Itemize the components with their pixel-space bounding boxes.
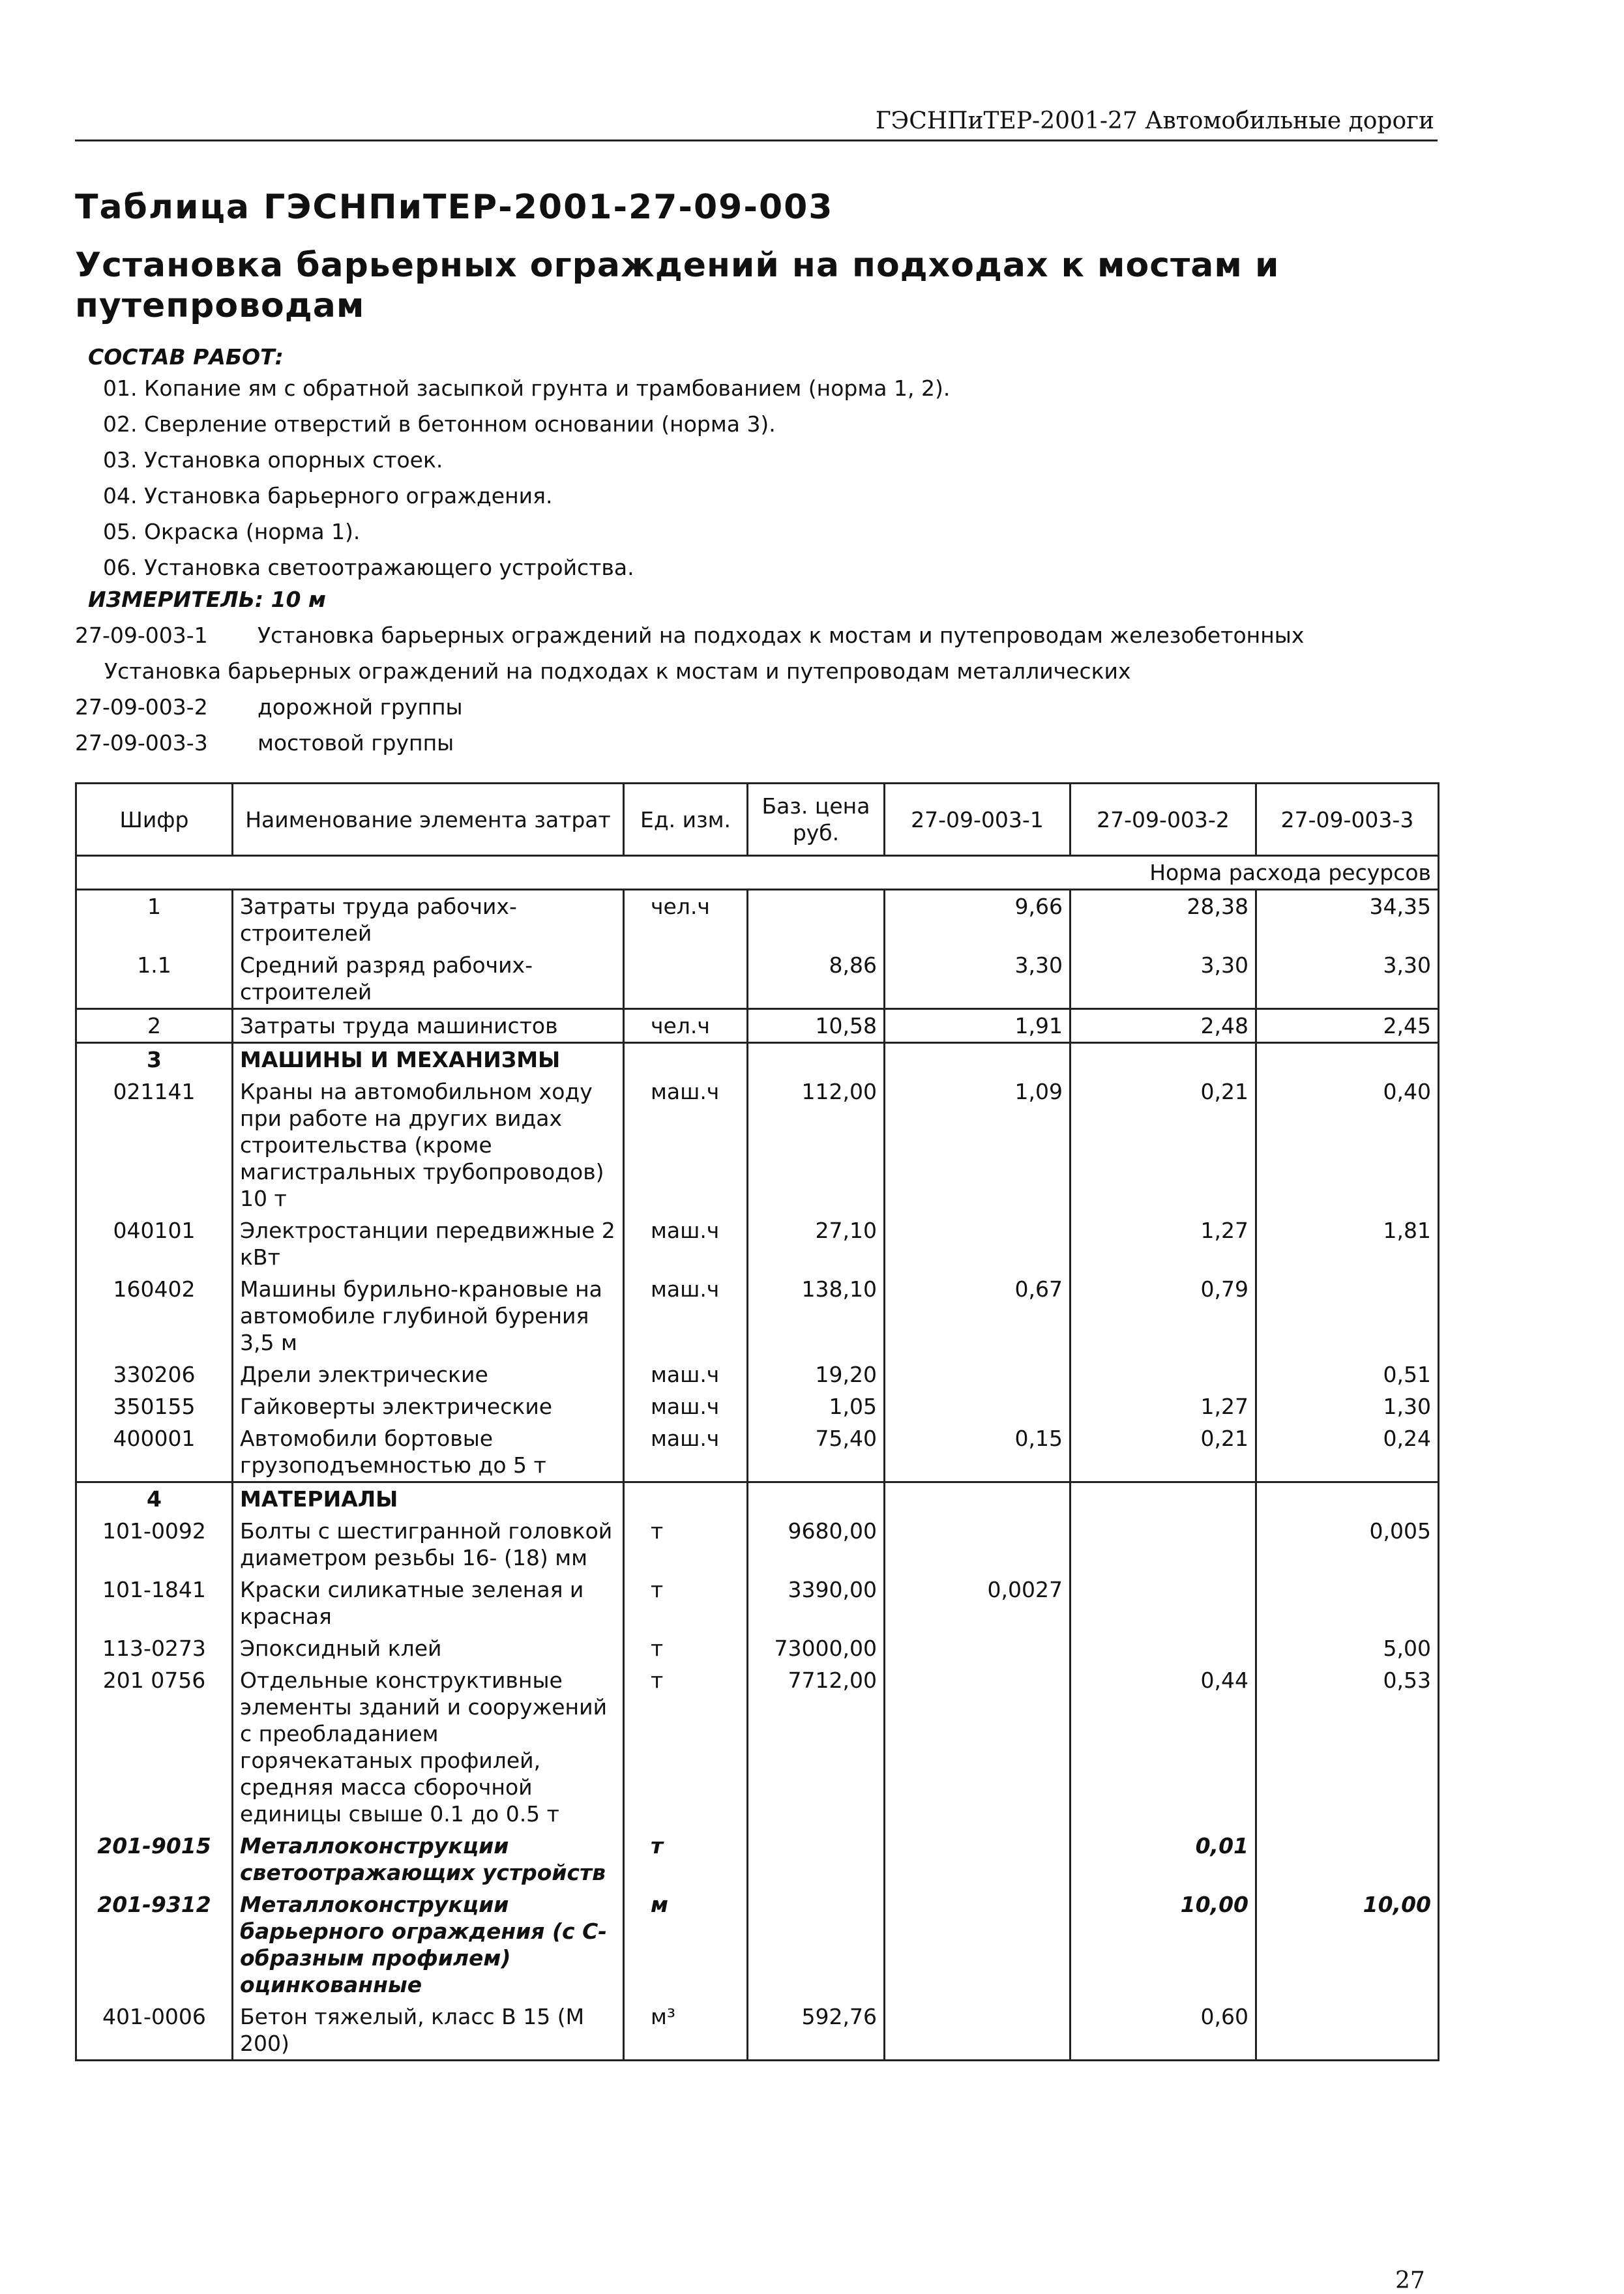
work-item: 02. Сверление отверстий в бетонном основании (норма 3). — [103, 411, 776, 437]
cell-norm-2: 10,00 — [1070, 1889, 1256, 2001]
col-header-norm-1: 27-09-003-1 — [885, 784, 1070, 856]
cell-unit: т — [624, 1664, 748, 1830]
cell-norm-3: 2,45 — [1256, 1009, 1439, 1043]
cell-code: 040101 — [76, 1214, 233, 1273]
cell-price: 3390,00 — [748, 1574, 885, 1632]
table-row — [76, 1632, 1439, 1664]
col-header-unit: Ед. изм. — [624, 784, 748, 856]
header-divider — [75, 140, 1438, 141]
table-row — [76, 1830, 1439, 1889]
work-item: 01. Копание ям с обратной засыпкой грунта и трамбованием (норма 1, 2). — [103, 375, 951, 401]
cell-norm-3: 34,35 — [1256, 890, 1439, 950]
cell-unit: м — [624, 1889, 748, 2001]
cell-code: 400001 — [76, 1422, 233, 1482]
cell-norm-3: 5,00 — [1256, 1632, 1439, 1664]
cell-norm-1 — [885, 1214, 1070, 1273]
cell-name: Гайковерты электрические — [233, 1390, 624, 1422]
cell-code: 4 — [76, 1482, 233, 1516]
table-row — [76, 1889, 1439, 2001]
work-item: 03. Установка опорных стоек. — [103, 447, 443, 473]
cell-norm-2: 3,30 — [1070, 949, 1256, 1009]
cell-unit: м³ — [624, 2001, 748, 2061]
cell-unit: чел.ч — [624, 1009, 748, 1043]
table-subtitle: Установка барьерных ограждений на подходах к мостам и путепроводам — [75, 246, 1280, 325]
cell-norm-1: 3,30 — [885, 949, 1070, 1009]
work-item: 05. Окраска (норма 1). — [103, 519, 361, 544]
norm-2-text: дорожной группы — [258, 694, 463, 720]
cell-norm-2 — [1070, 1359, 1256, 1390]
cell-norm-1 — [885, 1889, 1070, 2001]
cell-norm-2 — [1070, 1515, 1256, 1574]
col-header-norm-2: 27-09-003-2 — [1070, 784, 1256, 856]
table-row — [76, 949, 1439, 1009]
cell-unit: маш.ч — [624, 1422, 748, 1482]
cell-norm-1 — [885, 1043, 1070, 1076]
cell-norm-1 — [885, 1390, 1070, 1422]
table-row — [76, 1009, 1439, 1043]
cell-code: 1 — [76, 890, 233, 950]
cell-price: 1,05 — [748, 1390, 885, 1422]
table-row — [76, 1076, 1439, 1214]
table-row — [76, 1574, 1439, 1632]
cell-price: 138,10 — [748, 1273, 885, 1359]
cell-norm-1: 9,66 — [885, 890, 1070, 950]
cell-unit — [624, 1482, 748, 1516]
cell-unit: т — [624, 1574, 748, 1632]
norm-caption-row — [76, 856, 1439, 890]
cell-price — [748, 1482, 885, 1516]
table-title: Таблица ГЭСНПиТЕР-2001-27-09-003 — [75, 188, 834, 227]
cell-norm-1 — [885, 1664, 1070, 1830]
cell-price: 19,20 — [748, 1359, 885, 1390]
running-header: ГЭСНПиТЕР-2001-27 Автомобильные дороги — [875, 108, 1434, 134]
cell-code: 330206 — [76, 1359, 233, 1390]
cell-unit: маш.ч — [624, 1390, 748, 1422]
cell-norm-3: 0,24 — [1256, 1422, 1439, 1482]
cell-name: Средний разряд рабочих-строителей — [233, 949, 624, 1009]
cell-norm-2 — [1070, 1482, 1256, 1516]
cell-name: Затраты труда рабочих-строителей — [233, 890, 624, 950]
cell-name: Автомобили бортовые грузоподъемностью до 5 т — [233, 1422, 624, 1482]
cell-norm-1 — [885, 1515, 1070, 1574]
cell-unit — [624, 949, 748, 1009]
table-row — [76, 1515, 1439, 1574]
cell-norm-2: 0,79 — [1070, 1273, 1256, 1359]
cell-name: МАТЕРИАЛЫ — [233, 1482, 624, 1516]
cell-price: 112,00 — [748, 1076, 885, 1214]
cell-code: 401-0006 — [76, 2001, 233, 2061]
cell-code: 113-0273 — [76, 1632, 233, 1664]
cell-code: 201 0756 — [76, 1664, 233, 1830]
cell-name: Краны на автомобильном ходу при работе на других видах строительства (кроме магистральных трубопроводов) 10 т — [233, 1076, 624, 1214]
table-row — [76, 890, 1439, 950]
cell-norm-3: 3,30 — [1256, 949, 1439, 1009]
table-row — [76, 1043, 1439, 1076]
cell-name: Болты с шестигранной головкой диаметром резьбы 16- (18) мм — [233, 1515, 624, 1574]
cell-norm-2: 0,60 — [1070, 2001, 1256, 2061]
cell-code: 021141 — [76, 1076, 233, 1214]
cell-norm-3 — [1256, 1830, 1439, 1889]
norm-3-code: 27-09-003-3 — [75, 730, 208, 756]
cell-unit — [624, 1043, 748, 1076]
cell-price: 9680,00 — [748, 1515, 885, 1574]
measure-unit-label: ИЗМЕРИТЕЛЬ: — [88, 587, 264, 612]
cell-code: 350155 — [76, 1390, 233, 1422]
cell-code: 201-9312 — [76, 1889, 233, 2001]
cell-norm-2: 0,01 — [1070, 1830, 1256, 1889]
cell-code: 201-9015 — [76, 1830, 233, 1889]
cell-norm-3: 0,005 — [1256, 1515, 1439, 1574]
cell-norm-1: 0,15 — [885, 1422, 1070, 1482]
measure-unit-value: 10 м — [271, 587, 326, 612]
cell-norm-2 — [1070, 1043, 1256, 1076]
cell-price: 75,40 — [748, 1422, 885, 1482]
table-row — [76, 1664, 1439, 1830]
table-row — [76, 1390, 1439, 1422]
cell-unit: маш.ч — [624, 1359, 748, 1390]
norm-2-code: 27-09-003-2 — [75, 694, 208, 720]
cell-norm-1: 0,0027 — [885, 1574, 1070, 1632]
cell-price: 10,58 — [748, 1009, 885, 1043]
norm-3-text: мостовой группы — [258, 730, 454, 756]
work-list — [103, 375, 950, 591]
cell-norm-1 — [885, 2001, 1070, 2061]
cell-norm-3: 0,51 — [1256, 1359, 1439, 1390]
norm-1-code: 27-09-003-1 — [75, 623, 208, 648]
cell-norm-1: 0,67 — [885, 1273, 1070, 1359]
table-row — [76, 1482, 1439, 1516]
cell-norm-2: 0,21 — [1070, 1422, 1256, 1482]
cell-norm-2: 1,27 — [1070, 1214, 1256, 1273]
cell-price: 592,76 — [748, 2001, 885, 2061]
cell-norm-2 — [1070, 1632, 1256, 1664]
cell-name: Электростанции передвижные 2 кВт — [233, 1214, 624, 1273]
work-item: 04. Установка барьерного ограждения. — [103, 483, 553, 508]
work-item: 06. Установка светоотражающего устройства. — [103, 555, 634, 580]
cell-norm-1 — [885, 1359, 1070, 1390]
cell-name: Бетон тяжелый, класс В 15 (М 200) — [233, 2001, 624, 2061]
cell-norm-3: 0,53 — [1256, 1664, 1439, 1830]
cell-norm-1: 1,09 — [885, 1076, 1070, 1214]
col-header-norm-3: 27-09-003-3 — [1256, 784, 1439, 856]
cell-price: 7712,00 — [748, 1664, 885, 1830]
cell-name: Дрели электрические — [233, 1359, 624, 1390]
table-row — [76, 1359, 1439, 1390]
cell-code: 101-0092 — [76, 1515, 233, 1574]
cell-norm-1: 1,91 — [885, 1009, 1070, 1043]
table-row — [76, 2001, 1439, 2061]
cell-norm-3: 1,30 — [1256, 1390, 1439, 1422]
cell-price — [748, 890, 885, 950]
cell-norm-1 — [885, 1632, 1070, 1664]
cell-price — [748, 1043, 885, 1076]
cell-norm-2: 28,38 — [1070, 890, 1256, 950]
page-number: 27 — [1395, 2267, 1425, 2294]
cell-norm-3 — [1256, 2001, 1439, 2061]
cell-unit: маш.ч — [624, 1076, 748, 1214]
cell-unit: маш.ч — [624, 1273, 748, 1359]
cell-norm-1 — [885, 1830, 1070, 1889]
cell-norm-2: 0,44 — [1070, 1664, 1256, 1830]
cell-name: Металлоконструкции барьерного ограждения (с С-образным профилем) оцинкованные — [233, 1889, 624, 2001]
cell-price — [748, 1889, 885, 2001]
norm-caption: Норма расхода ресурсов — [76, 856, 1439, 890]
cell-norm-3: 1,81 — [1256, 1214, 1439, 1273]
cell-name: Эпоксидный клей — [233, 1632, 624, 1664]
cell-norm-3 — [1256, 1482, 1439, 1516]
cell-norm-3: 0,40 — [1256, 1076, 1439, 1214]
cell-unit: т — [624, 1515, 748, 1574]
cell-code: 3 — [76, 1043, 233, 1076]
cell-norm-3 — [1256, 1574, 1439, 1632]
cell-name: Краски силикатные зеленая и красная — [233, 1574, 624, 1632]
norm-1-text: Установка барьерных ограждений на подходах к мостам и путепроводам железобетонных — [258, 623, 1305, 648]
norm-group-text: Установка барьерных ограждений на подходах к мостам и путепроводам металлических — [104, 658, 1131, 684]
cell-name: Металлоконструкции светоотражающих устройств — [233, 1830, 624, 1889]
cell-price: 8,86 — [748, 949, 885, 1009]
measure-unit-line — [88, 587, 326, 612]
cell-norm-3 — [1256, 1273, 1439, 1359]
cell-norm-3 — [1256, 1043, 1439, 1076]
cell-code: 101-1841 — [76, 1574, 233, 1632]
col-header-code: Шифр — [76, 784, 233, 856]
cell-name: Машины бурильно-крановые на автомобиле глубиной бурения 3,5 м — [233, 1273, 624, 1359]
cell-name: Отдельные конструктивные элементы зданий и сооружений с преобладанием горячекатаных профилей, средняя масса сборочной единицы свыше 0.1 до 0.5 т — [233, 1664, 624, 1830]
cell-code: 1.1 — [76, 949, 233, 1009]
work-composition-label: СОСТАВ РАБОТ: — [88, 344, 284, 370]
cell-price: 73000,00 — [748, 1632, 885, 1664]
col-header-name: Наименование элемента затрат — [233, 784, 624, 856]
cell-unit: т — [624, 1632, 748, 1664]
cell-price — [748, 1830, 885, 1889]
table-row — [76, 1214, 1439, 1273]
cell-code: 2 — [76, 1009, 233, 1043]
cell-unit: т — [624, 1830, 748, 1889]
table-row — [76, 1422, 1439, 1482]
col-header-price: Баз. цена руб. — [748, 784, 885, 856]
cell-name: МАШИНЫ И МЕХАНИЗМЫ — [233, 1043, 624, 1076]
cell-unit: маш.ч — [624, 1214, 748, 1273]
cell-norm-3: 10,00 — [1256, 1889, 1439, 2001]
cell-norm-2: 0,21 — [1070, 1076, 1256, 1214]
cell-price: 27,10 — [748, 1214, 885, 1273]
table-header-row — [76, 784, 1439, 856]
table-row — [76, 1273, 1439, 1359]
cell-norm-1 — [885, 1482, 1070, 1516]
cell-norm-2: 2,48 — [1070, 1009, 1256, 1043]
cell-norm-2: 1,27 — [1070, 1390, 1256, 1422]
cell-code: 160402 — [76, 1273, 233, 1359]
cell-name: Затраты труда машинистов — [233, 1009, 624, 1043]
cell-unit: чел.ч — [624, 890, 748, 950]
resource-table — [75, 782, 1439, 2061]
cell-norm-2 — [1070, 1574, 1256, 1632]
